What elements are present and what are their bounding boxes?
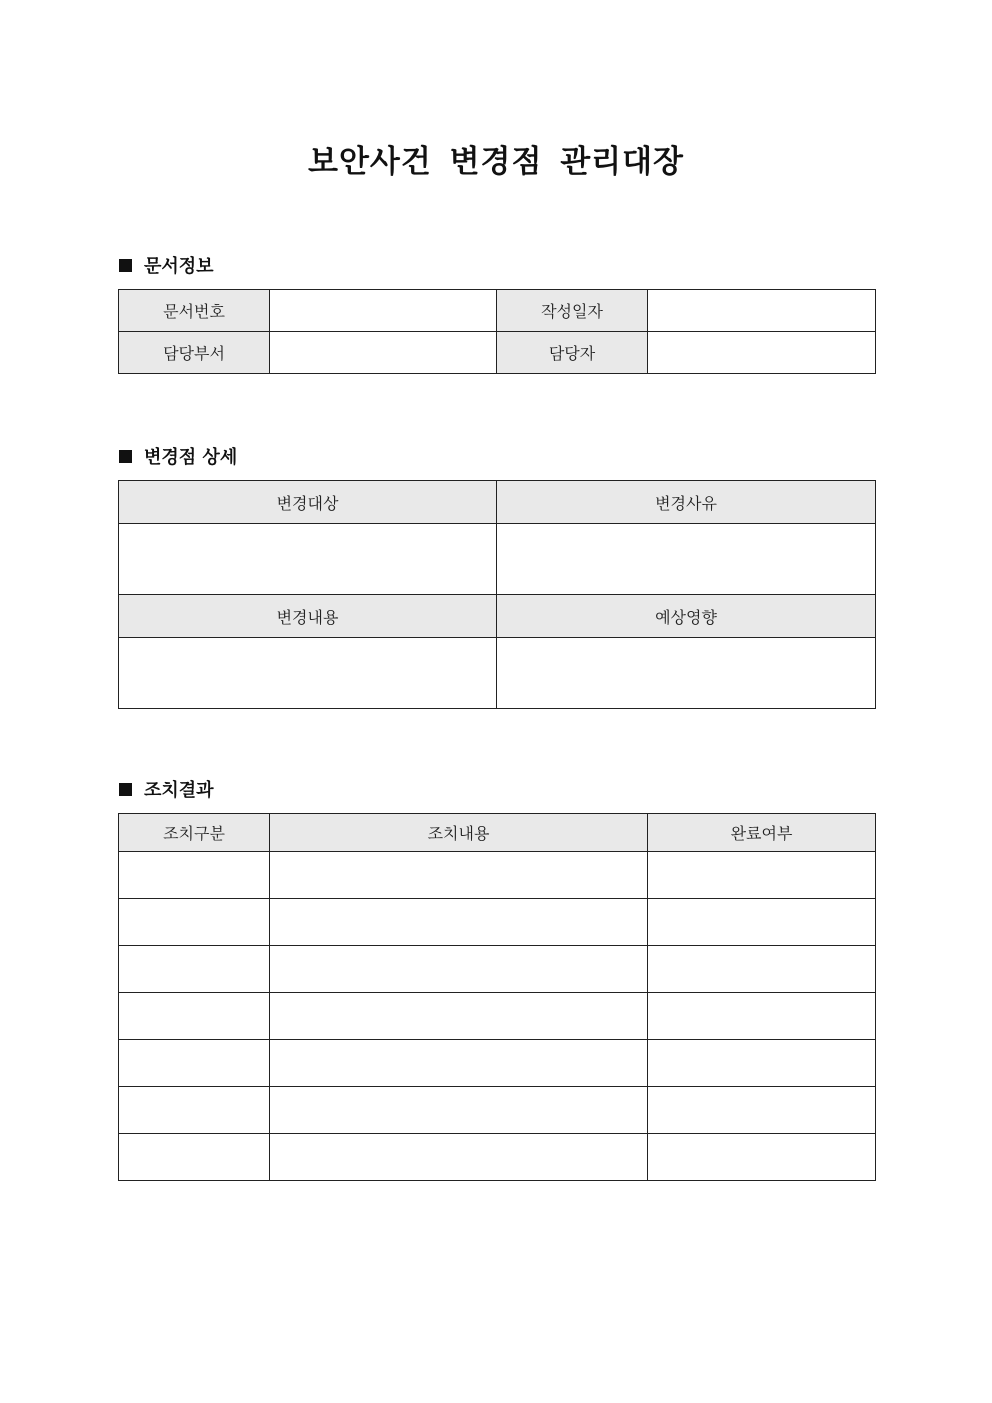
table-row bbox=[119, 1040, 876, 1087]
doc-number-label: 문서번호 bbox=[119, 290, 270, 332]
completion-status-cell[interactable] bbox=[648, 1040, 876, 1087]
action-content-header: 조치내용 bbox=[270, 814, 648, 852]
action-type-cell[interactable] bbox=[119, 1087, 270, 1134]
table-row bbox=[119, 1087, 876, 1134]
section-heading-label: 문서정보 bbox=[144, 256, 214, 277]
change-reason-field[interactable] bbox=[497, 524, 876, 595]
section-heading-label: 변경점 상세 bbox=[144, 447, 238, 468]
table-header-row bbox=[119, 481, 876, 524]
created-date-label: 작성일자 bbox=[497, 290, 648, 332]
action-type-cell[interactable] bbox=[119, 946, 270, 993]
action-type-cell[interactable] bbox=[119, 899, 270, 946]
section-heading-label: 조치결과 bbox=[144, 780, 214, 801]
change-content-field[interactable] bbox=[119, 638, 497, 709]
completion-status-cell[interactable] bbox=[648, 899, 876, 946]
table-header-row bbox=[119, 595, 876, 638]
action-content-cell[interactable] bbox=[270, 1087, 648, 1134]
created-date-field[interactable] bbox=[648, 290, 876, 332]
table-row bbox=[119, 332, 876, 374]
expected-impact-header: 예상영향 bbox=[497, 595, 876, 638]
change-detail-table bbox=[118, 480, 876, 709]
manager-field[interactable] bbox=[648, 332, 876, 374]
black-square-icon bbox=[119, 783, 132, 796]
change-target-header: 변경대상 bbox=[119, 481, 497, 524]
action-content-cell[interactable] bbox=[270, 946, 648, 993]
change-reason-header: 변경사유 bbox=[497, 481, 876, 524]
black-square-icon bbox=[119, 259, 132, 272]
table-row bbox=[119, 290, 876, 332]
action-content-cell[interactable] bbox=[270, 1134, 648, 1181]
action-content-cell[interactable] bbox=[270, 1040, 648, 1087]
change-target-field[interactable] bbox=[119, 524, 497, 595]
expected-impact-field[interactable] bbox=[497, 638, 876, 709]
completion-status-cell[interactable] bbox=[648, 993, 876, 1040]
table-row bbox=[119, 524, 876, 595]
table-row bbox=[119, 993, 876, 1040]
completion-status-cell[interactable] bbox=[648, 946, 876, 993]
manager-label: 담당자 bbox=[497, 332, 648, 374]
completion-status-header: 완료여부 bbox=[648, 814, 876, 852]
completion-status-cell[interactable] bbox=[648, 1087, 876, 1134]
action-type-cell[interactable] bbox=[119, 1134, 270, 1181]
table-row bbox=[119, 1134, 876, 1181]
action-type-cell[interactable] bbox=[119, 1040, 270, 1087]
black-square-icon bbox=[119, 450, 132, 463]
department-field[interactable] bbox=[270, 332, 497, 374]
action-content-cell[interactable] bbox=[270, 899, 648, 946]
section-heading-doc-info bbox=[119, 253, 214, 277]
action-type-cell[interactable] bbox=[119, 852, 270, 899]
department-label: 담당부서 bbox=[119, 332, 270, 374]
section-heading-action-result bbox=[119, 777, 214, 801]
table-row bbox=[119, 899, 876, 946]
action-result-table bbox=[118, 813, 876, 1181]
table-row bbox=[119, 638, 876, 709]
table-row bbox=[119, 852, 876, 899]
completion-status-cell[interactable] bbox=[648, 852, 876, 899]
doc-info-table bbox=[118, 289, 876, 374]
action-type-cell[interactable] bbox=[119, 993, 270, 1040]
table-header-row bbox=[119, 814, 876, 852]
change-content-header: 변경내용 bbox=[119, 595, 497, 638]
action-type-header: 조치구분 bbox=[119, 814, 270, 852]
completion-status-cell[interactable] bbox=[648, 1134, 876, 1181]
section-heading-change-detail bbox=[119, 444, 237, 468]
page-title: 보안사건 변경점 관리대장 bbox=[308, 144, 684, 180]
table-row bbox=[119, 946, 876, 993]
doc-number-field[interactable] bbox=[270, 290, 497, 332]
action-content-cell[interactable] bbox=[270, 993, 648, 1040]
action-content-cell[interactable] bbox=[270, 852, 648, 899]
